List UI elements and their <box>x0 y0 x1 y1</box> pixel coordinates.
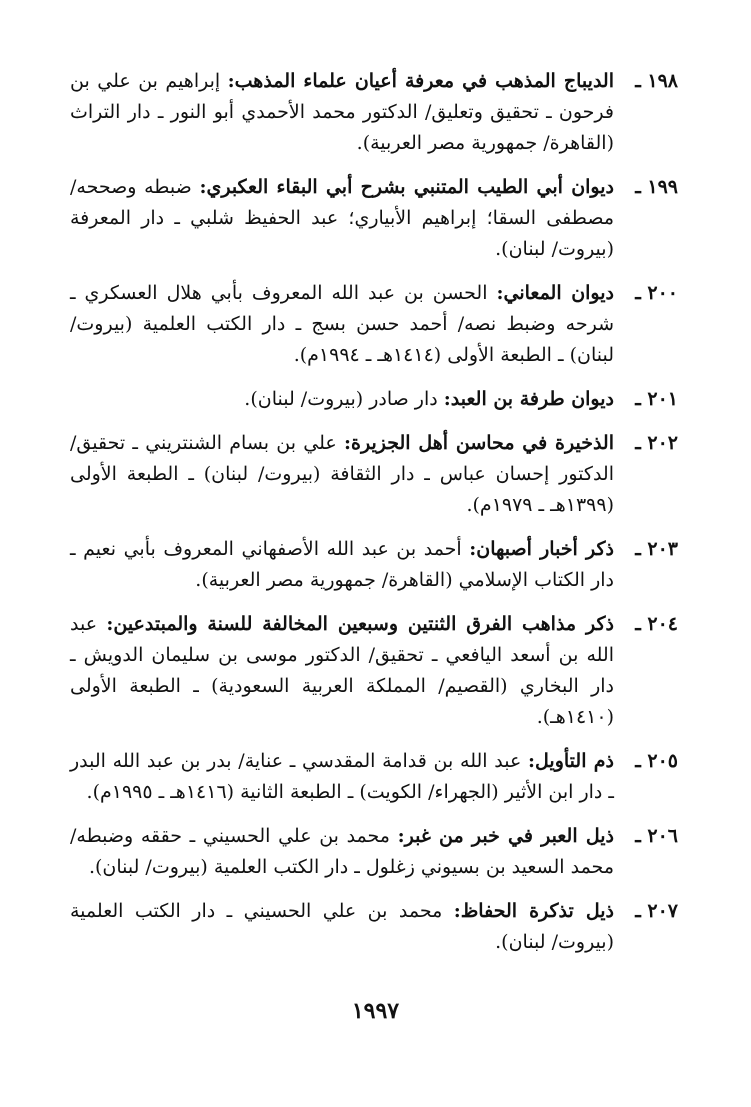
entry-body <box>70 428 614 521</box>
entry-number: ١٩٨ ـ <box>635 70 678 92</box>
entry-text: إبراهيم بن علي بن فرحون ـ تحقيق وتعليق/ الدكتور محمد الأحمدي أبو النور ـ دار التراث (القاهرة/ جمهورية مصر العربية). <box>70 70 614 154</box>
entry-body <box>70 896 614 958</box>
entry-text: عبد الله بن قدامة المقدسي ـ عناية/ بدر بن عبد الله البدر ـ دار ابن الأثير (الجهراء/ الكويت) ـ الطبعة الثانية (١٤١٦هـ ـ ١٩٩٥م). <box>70 750 614 803</box>
entry-number: ٢٠١ ـ <box>635 388 678 410</box>
bibliography-entry-207 <box>70 896 678 958</box>
entry-body <box>70 278 614 371</box>
entry-number: ٢٠٢ ـ <box>635 432 678 454</box>
bibliography-entry-199 <box>70 172 678 265</box>
bibliography-entry-201 <box>70 384 678 415</box>
bibliography-entry-205 <box>70 746 678 808</box>
entry-number: ١٩٩ ـ <box>635 176 678 198</box>
entry-number: ٢٠٣ ـ <box>635 538 678 560</box>
entry-title: الديباج المذهب في معرفة أعيان علماء المذهب: <box>227 70 614 92</box>
entry-body <box>70 66 614 159</box>
entry-title: ذكر أخبار أصبهان: <box>469 538 614 560</box>
entry-text: الحسن بن عبد الله المعروف بأبي هلال العسكري ـ شرحه وضبط نصه/ أحمد حسن بسج ـ دار الكتب العلمية (بيروت/ لبنان) ـ الطبعة الأولى (١٤١٤هـ ـ ١٩٩٤م). <box>70 282 614 366</box>
bibliography-entry-203 <box>70 534 678 596</box>
entry-body <box>70 384 614 415</box>
entry-number: ٢٠٦ ـ <box>635 825 678 847</box>
entry-title: ذيل تذكرة الحفاظ: <box>453 900 614 922</box>
bibliography-entry-202 <box>70 428 678 521</box>
entry-number: ٢٠٠ ـ <box>635 282 678 304</box>
entry-body <box>70 609 614 733</box>
bibliography-entry-198 <box>70 66 678 159</box>
entry-text: دار صادر (بيروت/ لبنان). <box>244 388 444 410</box>
entry-body <box>70 172 614 265</box>
entry-title: ديوان المعاني: <box>496 282 614 304</box>
entry-number: ٢٠٧ ـ <box>635 900 678 922</box>
entry-text: عبد الله بن أسعد اليافعي ـ تحقيق/ الدكتور موسى بن سليمان الدويش ـ دار البخاري (القصيم/ المملكة العربية السعودية) ـ الطبعة الأولى (١٤١٠هـ). <box>70 613 614 728</box>
entry-text: محمد بن علي الحسيني ـ دار الكتب العلمية (بيروت/ لبنان). <box>70 900 614 953</box>
entry-title: ذيل العبر في خبر من غبر: <box>397 825 614 847</box>
bibliography-page <box>70 66 678 971</box>
entry-body <box>70 821 614 883</box>
entry-text: محمد بن علي الحسيني ـ حققه وضبطه/ محمد السعيد بن بسيوني زغلول ـ دار الكتب العلمية (بيروت/ لبنان). <box>70 825 614 878</box>
bibliography-entry-206 <box>70 821 678 883</box>
entry-number: ٢٠٥ ـ <box>635 750 678 772</box>
entry-title: ذكر مذاهب الفرق الثنتين وسبعين المخالفة للسنة والمبتدعين: <box>106 613 614 635</box>
page-number: ١٩٩٧ <box>351 998 400 1024</box>
entry-text: علي بن بسام الشنتريني ـ تحقيق/ الدكتور إحسان عباس ـ دار الثقافة (بيروت/ لبنان) ـ الطبعة الأولى (١٣٩٩هـ ـ ١٩٧٩م). <box>70 432 614 516</box>
entry-title: ديوان أبي الطيب المتنبي بشرح أبي البقاء العكبري: <box>199 176 614 198</box>
entry-title: ذم التأويل: <box>528 750 615 772</box>
entry-title: ديوان طرفة بن العبد: <box>443 388 614 410</box>
bibliography-entry-204 <box>70 609 678 733</box>
bibliography-entry-200 <box>70 278 678 371</box>
entry-text: ضبطه وصححه/ مصطفى السقا؛ إبراهيم الأبياري؛ عبد الحفيظ شلبي ـ دار المعرفة (بيروت/ لبنان). <box>70 176 614 260</box>
entry-title: الذخيرة في محاسن أهل الجزيرة: <box>344 432 614 454</box>
entry-text: أحمد بن عبد الله الأصفهاني المعروف بأبي نعيم ـ دار الكتاب الإسلامي (القاهرة/ جمهورية مصر العربية). <box>70 538 614 591</box>
entry-number: ٢٠٤ ـ <box>635 613 678 635</box>
entry-body <box>70 746 614 808</box>
entry-body <box>70 534 614 596</box>
